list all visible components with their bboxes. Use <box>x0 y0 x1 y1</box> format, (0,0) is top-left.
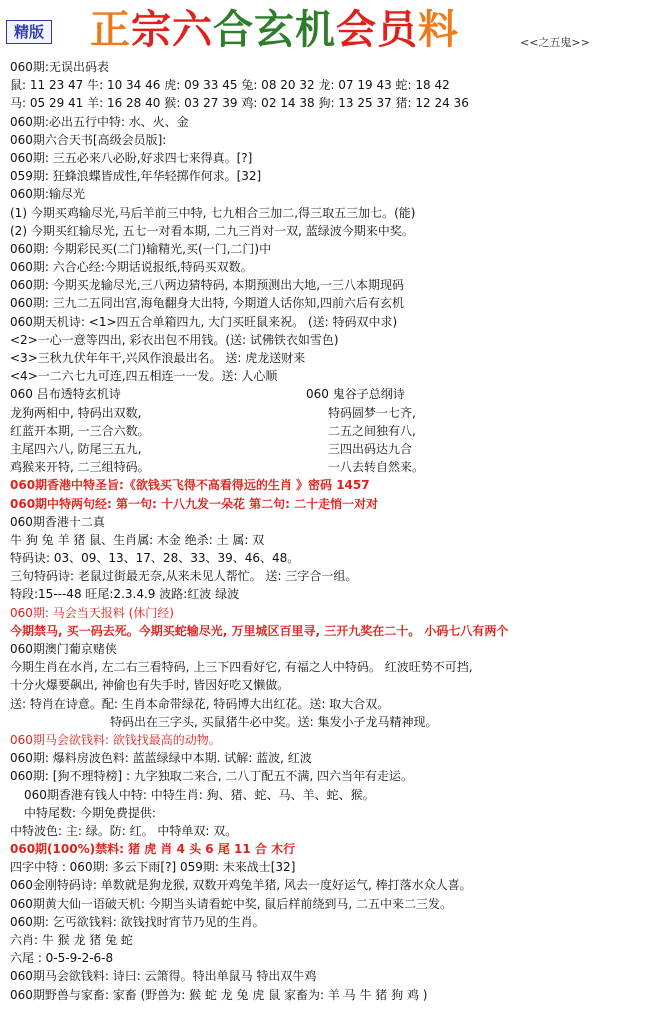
poem-left-line: 红蓝开本期, 一三合六数。 <box>10 423 150 438</box>
text-line: <4>一二六七九可连,四五相连一一发。送: 人心顺 <box>10 369 278 384</box>
text-line: 特段:15---48 旺尾:2.3.4.9 波路:红波 绿波 <box>10 587 240 602</box>
title-char: 员 <box>377 6 418 53</box>
text-line: 十分火爆要飙出, 神偷也有失手时, 皆因好吃又懒做。 <box>10 678 290 693</box>
title-char: 会 <box>336 6 377 53</box>
text-line: 060期:必出五行中特: 水、火、金 <box>10 114 189 129</box>
text-line: 060期: 六合心经:今期话说报纸,特码买双数。 <box>10 260 253 275</box>
poem-left-line: 鸡猴来开特, 二三组特码。 <box>10 460 150 475</box>
text-line: 060期中特两句经: 第一句: 十八九发一朵花 第二句: 二十走悄一对对 <box>10 496 379 511</box>
text-line: 060期: 乞丐欲钱料: 欲钱找时宵节乃见的生肖。 <box>10 914 265 929</box>
text-line: 060期马会欲钱料: 欲钱找最高的动物。 <box>10 732 221 747</box>
title-char: 六 <box>172 6 213 53</box>
title-char: 玄 <box>254 6 295 53</box>
text-line: 中特尾数: 今期免费提供: <box>24 805 156 820</box>
text-line: 060期六合天书[高级会员版]: <box>10 132 167 147</box>
page-header <box>0 0 667 58</box>
text-line <box>10 422 660 440</box>
poem-left-line: 龙狗两相中, 特码出双数, <box>10 405 142 420</box>
text-line: 060期(100%)禁料: 猪 虎 肖 4 头 6 尾 11 合 木行 <box>10 842 296 857</box>
title-char: 料 <box>418 6 459 53</box>
text-line: 060期: 今期买龙输尽光,三八两边猜特码, 本期预测出大地,一三八本期现码 <box>10 278 405 293</box>
poem-right-line: 二五之间独有八, <box>328 423 416 438</box>
text-line: 060期: 三九二五同出宫,海龟翻身大出特, 今期道人话你知,四前六后有玄机 <box>10 296 405 311</box>
text-line: 060期澳门葡京赌侠 <box>10 642 117 656</box>
text-line: 今期生肖在水肖, 左二右三看特码, 上三下四看好它, 有福之人中特码。 红波旺势不可挡, <box>10 660 473 675</box>
text-line: 牛 狗 兔 羊 猪 鼠、生肖属: 木金 绝杀: 土 属: 双 <box>10 532 265 547</box>
author-tag: <<之五鬼>> <box>520 36 590 49</box>
text-line <box>10 385 660 403</box>
text-line: 六肖: 牛 猴 龙 猪 兔 蛇 <box>10 933 133 947</box>
text-line: 特码出在三字头, 买鼠猪牛必中奖。送: 集发小子龙马精神现。 <box>110 714 438 729</box>
poem-left-title: 060 吕布透特玄机诗 <box>10 387 121 402</box>
text-line: 060期黄大仙一语破天机: 今期当头请看蛇中奖, 鼠后样前绕到马, 二五中来二三发。 <box>10 896 453 911</box>
text-line: (1) 今期买鸡输尽光,马后羊前三中特, 七九相合三加二,得三取五三加七。(能) <box>10 205 416 220</box>
text-line: 060期香港有钱人中特: 中特生肖: 狗、猪、蛇、马、羊、蛇、猴。 <box>24 787 375 802</box>
text-line <box>10 440 660 458</box>
content-lines <box>10 58 660 1004</box>
text-line: 060期野兽与家畜: 家畜 (野兽为: 猴 蛇 龙 兔 虎 鼠 家畜为: 羊 马 牛 猪 狗 鸡 ) <box>10 987 428 1002</box>
text-line: 060期马会欲钱料: 诗曰: 云箫得。特出单鼠马 特出双牛鸡 <box>10 969 317 984</box>
text-line <box>10 458 660 476</box>
text-line: 060期香港十二真 <box>10 514 105 529</box>
text-line: 六尾 : 0-5-9-2-6-8 <box>10 951 114 966</box>
poem-right-line: 三四出码达九合 <box>328 441 413 456</box>
title-char: 正 <box>90 6 131 53</box>
text-line: 060期:输尽光 <box>10 187 85 202</box>
text-line: <2>一心一意等四出, 彩衣出包不用钱。(送: 试佛铁衣如雪色) <box>10 332 339 347</box>
text-line: 三句特码诗: 老鼠过街最无奈,从来未见人帮忙。 送: 三字合一组。 <box>10 569 358 584</box>
text-line: 送: 特肖在诗意。配: 生肖本命带绿花, 特码博大出红花。送: 取大合双。 <box>10 696 390 711</box>
text-line: 060期: 马会当天报料 (休门经) <box>10 605 174 620</box>
text-line: 059期: 狂蜂浪蝶皆成性,年华轻掷作何求。[32] <box>10 169 262 184</box>
text-line: 060期:无误出码表 <box>10 60 109 74</box>
text-line: 中特波色: 主: 绿。防: 红。 中特单双: 双。 <box>10 823 238 838</box>
text-line: <3>三秋九伏年年干,兴风作浪最出名。 送: 虎龙送财来 <box>10 351 306 365</box>
text-line <box>10 404 660 422</box>
poem-right-line: 特码圆梦一七齐, <box>328 405 416 420</box>
text-line: 060期香港中特圣旨:《欲钱买飞得不高看得远的生肖 》密码 1457 <box>10 478 370 493</box>
text-line: 特码诀: 03、09、13、17、28、33、39、46、48。 <box>10 551 300 566</box>
text-line: 今期禁马, 买一码去死。今期买蛇输尽光, 万里城区百里寻, 三开九奖在二十。 小码七八有两个 <box>10 623 509 638</box>
text-line: 鼠: 11 23 47 牛: 10 34 46 虎: 09 33 45 兔: 08 20 32 龙: 07 19 43 蛇: 18 42 <box>10 78 450 93</box>
poem-right-line: 一八去转自然来。 <box>328 460 425 475</box>
text-line: 060期: 今期彩民买(二门)输精光,买(一门,二门)中 <box>10 241 272 256</box>
title-char: 合 <box>213 6 254 53</box>
text-line: 四字中特 : 060期: 多云下雨[?] 059期: 未来战士[32] <box>10 860 296 875</box>
text-line: 马: 05 29 41 羊: 16 28 40 猴: 03 27 39 鸡: 02 14 38 狗: 13 25 37 猪: 12 24 36 <box>10 96 469 111</box>
text-line: 060期: 爆料房波色料: 蓝蓝绿绿中本期. 试解: 蓝波, 红波 <box>10 751 312 766</box>
edition-badge: 精版 <box>6 20 52 44</box>
page-title <box>90 6 459 54</box>
poem-left-line: 主尾四六八, 防尾三五九, <box>10 441 142 456</box>
title-char: 机 <box>295 6 336 53</box>
text-line: 060期: 三五必来八必盼,好求四七来得真。[?] <box>10 150 253 165</box>
text-line: 060金刚特码诗: 单数就是狗龙猴, 双数开鸡兔羊猪, 风去一度好运气, 棒打落水众人喜。 <box>10 878 472 893</box>
text-line: 060期天机诗: <1>四五合单箱四九, 大门买旺鼠来祝。 (送: 特码双中求) <box>10 314 398 329</box>
text-line: (2) 今期买红输尽光, 五七一对看本期, 二九三肖对一双, 蓝绿波今期来中奖。 <box>10 223 414 238</box>
poem-right-title: 060 鬼谷子总纲诗 <box>306 387 405 402</box>
title-char: 宗 <box>131 6 172 53</box>
text-line: 060期: [狗不理特榜] : 九字独取二来合, 二八丁配五不满, 四六当年有走运。 <box>10 769 414 784</box>
